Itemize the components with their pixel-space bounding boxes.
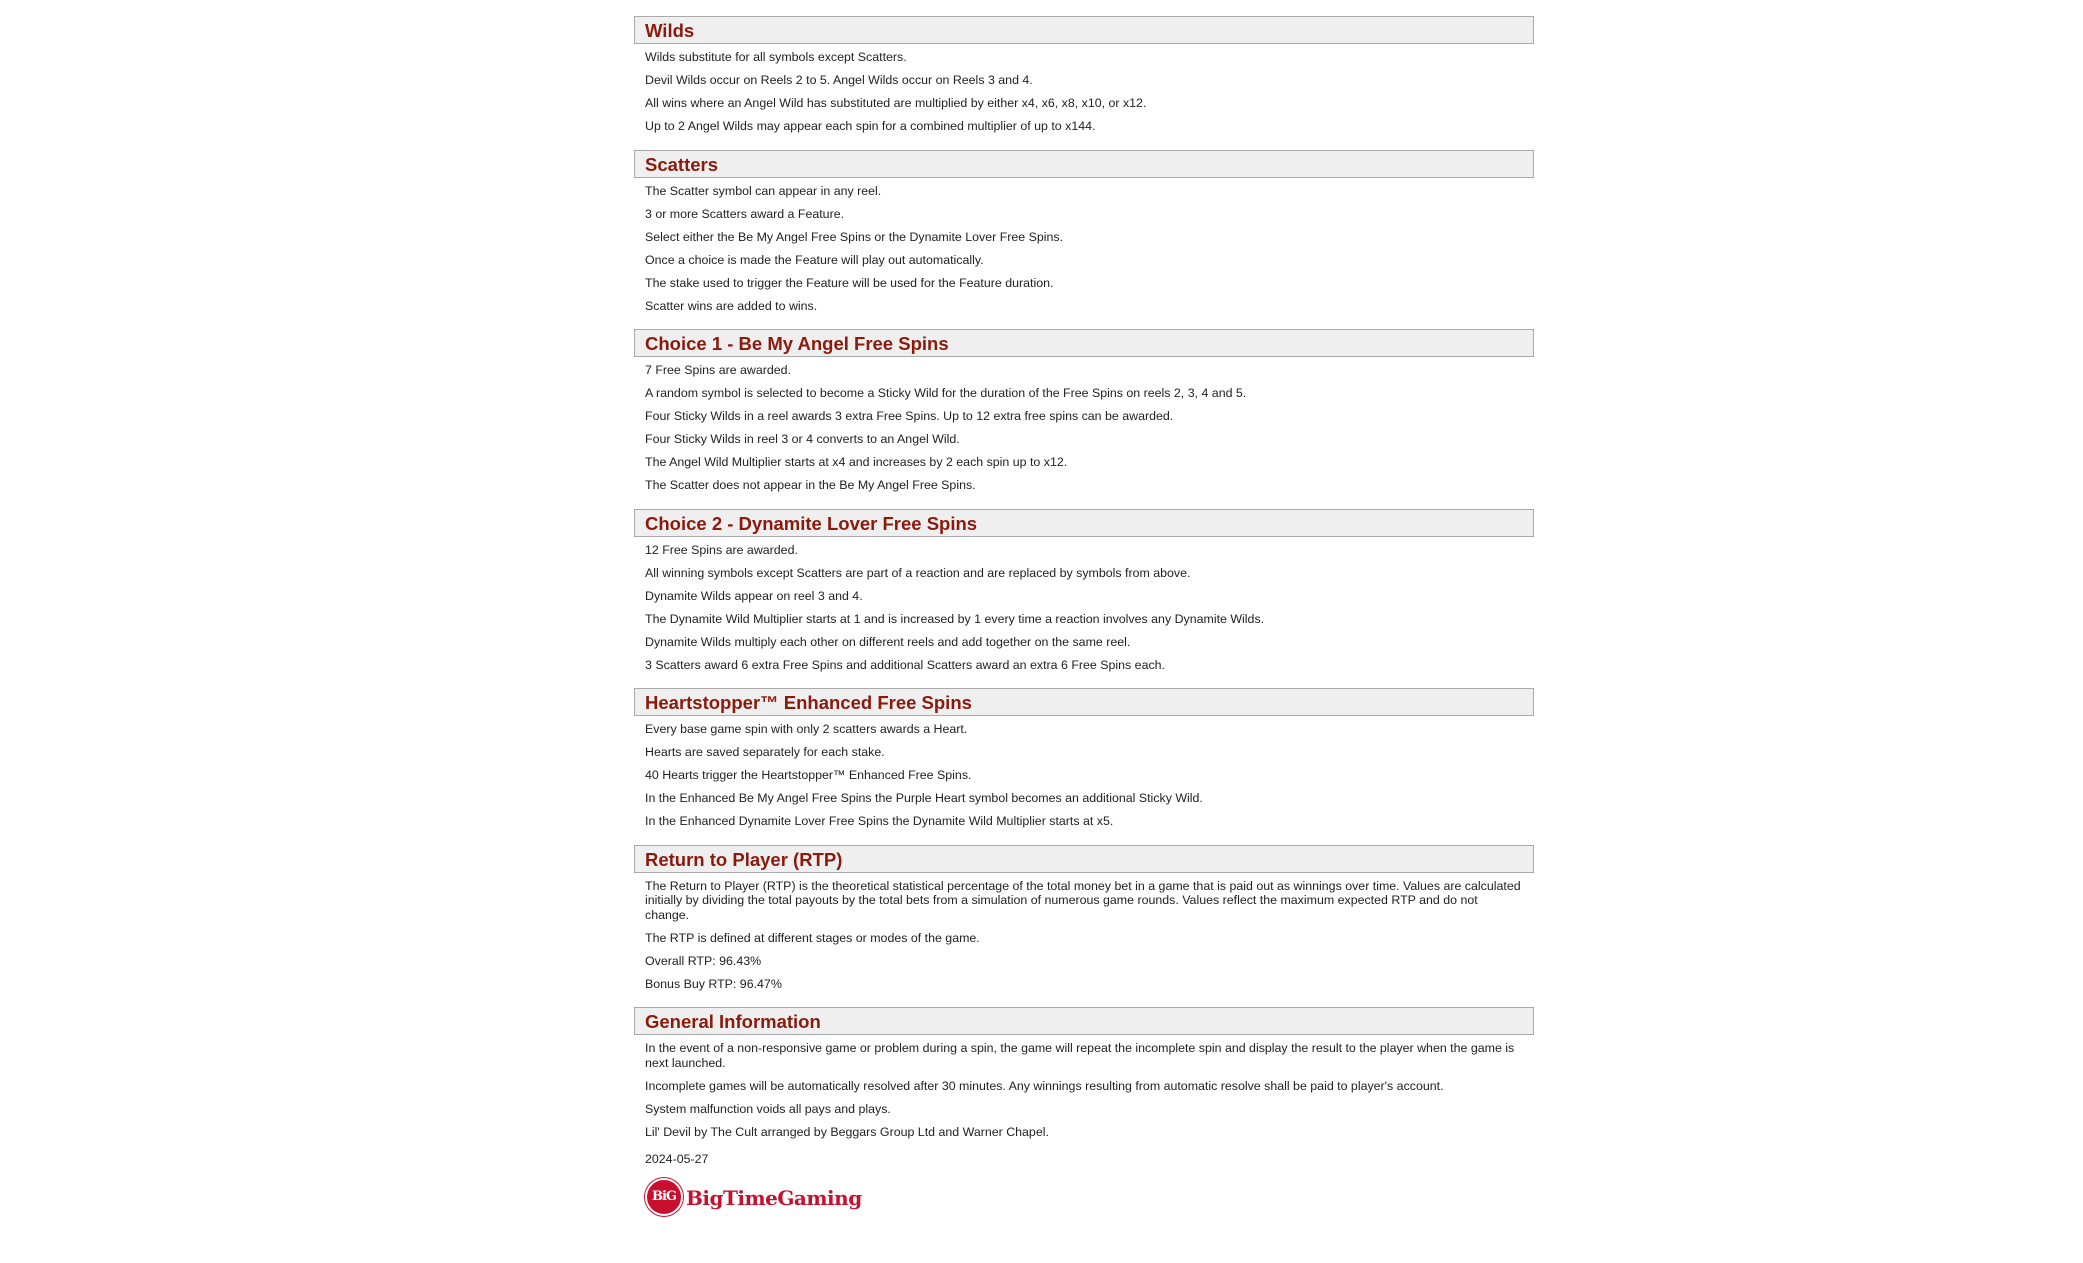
rule-line: The Return to Player (RTP) is the theoretical statistical percentage of the total money bet in a game that is paid out as winnings over time. Values are calculated initially by dividing the total payouts by the total bets from a simulation of numerous game rounds. Values reflect the maximum expected RTP and do not change. (645, 878, 1521, 922)
rule-line: In the event of a non-responsive game or problem during a spin, the game will repeat the incomplete spin and display the result to the player when the game is next launched. (645, 1041, 1515, 1070)
rule-line: 40 Hearts trigger the Heartstopper™ Enhanced Free Spins. (645, 768, 972, 782)
rule-line: A random symbol is selected to become a Sticky Wild for the duration of the Free Spins on reels 2, 3, 4 and 5. (645, 386, 1247, 400)
section-header (634, 16, 1534, 44)
rule-line: The Angel Wild Multiplier starts at x4 and increases by 2 each spin up to x12. (645, 455, 1068, 469)
logo-badge-text: BiG (651, 1189, 677, 1204)
rule-line: Scatter wins are added to wins. (645, 298, 818, 313)
publish-date: 2024-05-27 (645, 1152, 709, 1166)
rule-line: Once a choice is made the Feature will play out automatically. (645, 252, 984, 267)
section-header (634, 329, 1534, 357)
rule-line: Select either the Be My Angel Free Spins or the Dynamite Lover Free Spins. (645, 229, 1064, 244)
section-wilds (634, 16, 1534, 134)
rule-line: Dynamite Wilds multiply each other on different reels and add together on the same reel. (645, 634, 1131, 649)
section-body (634, 44, 1534, 134)
rule-line: In the Enhanced Be My Angel Free Spins the Purple Heart symbol becomes an additional Sticky Wild. (645, 791, 1203, 805)
rule-line: In the Enhanced Dynamite Lover Free Spins the Dynamite Wild Multiplier starts at x5. (645, 814, 1114, 828)
rules-document (634, 16, 1534, 1210)
section-body (634, 716, 1534, 829)
section-general-information (634, 1007, 1534, 1139)
rule-line: Hearts are saved separately for each stake. (645, 745, 885, 759)
rule-line: Up to 2 Angel Wilds may appear each spin for a combined multiplier of up to x144. (645, 119, 1096, 133)
rule-line: Wilds substitute for all symbols except Scatters. (645, 50, 907, 64)
section-header (634, 150, 1534, 178)
section-body (634, 178, 1534, 314)
section-title: General Information (645, 1011, 821, 1032)
section-body (634, 873, 1534, 992)
big-time-gaming-logo (645, 1177, 1523, 1210)
section-choice-1-be-my-angel-free-spins (634, 329, 1534, 493)
section-title: Wilds (645, 20, 695, 41)
section-header (634, 845, 1534, 873)
rule-line: 12 Free Spins are awarded. (645, 542, 798, 557)
section-title: Scatters (645, 153, 719, 175)
rule-line: All wins where an Angel Wild has substituted are multiplied by either x4, x6, x8, x10, or x12. (645, 96, 1147, 110)
rule-line: The Scatter symbol can appear in any reel. (645, 183, 882, 198)
rule-line: The Scatter does not appear in the Be My Angel Free Spins. (645, 478, 976, 492)
rule-line: 7 Free Spins are awarded. (645, 363, 792, 377)
section-header (634, 509, 1534, 537)
section-title: Choice 2 - Dynamite Lover Free Spins (645, 512, 978, 534)
rule-line: 3 Scatters award 6 extra Free Spins and additional Scatters award an extra 6 Free Spins each. (645, 657, 1165, 672)
document-footer (634, 1152, 1534, 1210)
rule-line: The Dynamite Wild Multiplier starts at 1 and is increased by 1 every time a reaction involves any Dynamite Wilds. (645, 611, 1265, 626)
rule-line: System malfunction voids all pays and plays. (645, 1101, 891, 1116)
rule-line: Lil' Devil by The Cult arranged by Beggars Group Ltd and Warner Chapel. (645, 1124, 1049, 1139)
rule-line: Bonus Buy RTP: 96.47% (645, 976, 782, 991)
section-choice-2-dynamite-lover-free-spins (634, 509, 1534, 673)
section-title: Heartstopper™ Enhanced Free Spins (645, 692, 972, 713)
rule-line: Dynamite Wilds appear on reel 3 and 4. (645, 588, 863, 603)
section-header (634, 688, 1534, 716)
section-body (634, 537, 1534, 673)
section-heartstopper-enhanced-free-spins (634, 688, 1534, 829)
rule-line: Four Sticky Wilds in reel 3 or 4 converts to an Angel Wild. (645, 432, 960, 446)
rule-line: Incomplete games will be automatically resolved after 30 minutes. Any winnings resulting from automatic resolve shall be paid to player's account. (645, 1078, 1444, 1093)
rule-line: Every base game spin with only 2 scatters awards a Heart. (645, 722, 968, 736)
section-title: Choice 1 - Be My Angel Free Spins (645, 333, 949, 354)
section-scatters (634, 150, 1534, 314)
logo-badge-icon (645, 1178, 683, 1216)
section-header (634, 1007, 1534, 1035)
logo-wordmark: BigTimeGaming (686, 1185, 862, 1210)
section-title: Return to Player (RTP) (645, 848, 843, 870)
rule-line: Four Sticky Wilds in a reel awards 3 extra Free Spins. Up to 12 extra free spins can be awarded. (645, 409, 1174, 423)
rules-sections (634, 16, 1534, 1139)
rule-line: The stake used to trigger the Feature will be used for the Feature duration. (645, 275, 1054, 290)
rule-line: The RTP is defined at different stages or modes of the game. (645, 930, 980, 945)
rule-line: Overall RTP: 96.43% (645, 953, 762, 968)
section-body (634, 1035, 1534, 1139)
section-body (634, 357, 1534, 493)
section-return-to-player-rtp (634, 845, 1534, 992)
rule-line: 3 or more Scatters award a Feature. (645, 206, 845, 221)
rule-line: Devil Wilds occur on Reels 2 to 5. Angel Wilds occur on Reels 3 and 4. (645, 73, 1033, 87)
rule-line: All winning symbols except Scatters are part of a reaction and are replaced by symbols from above. (645, 565, 1191, 580)
